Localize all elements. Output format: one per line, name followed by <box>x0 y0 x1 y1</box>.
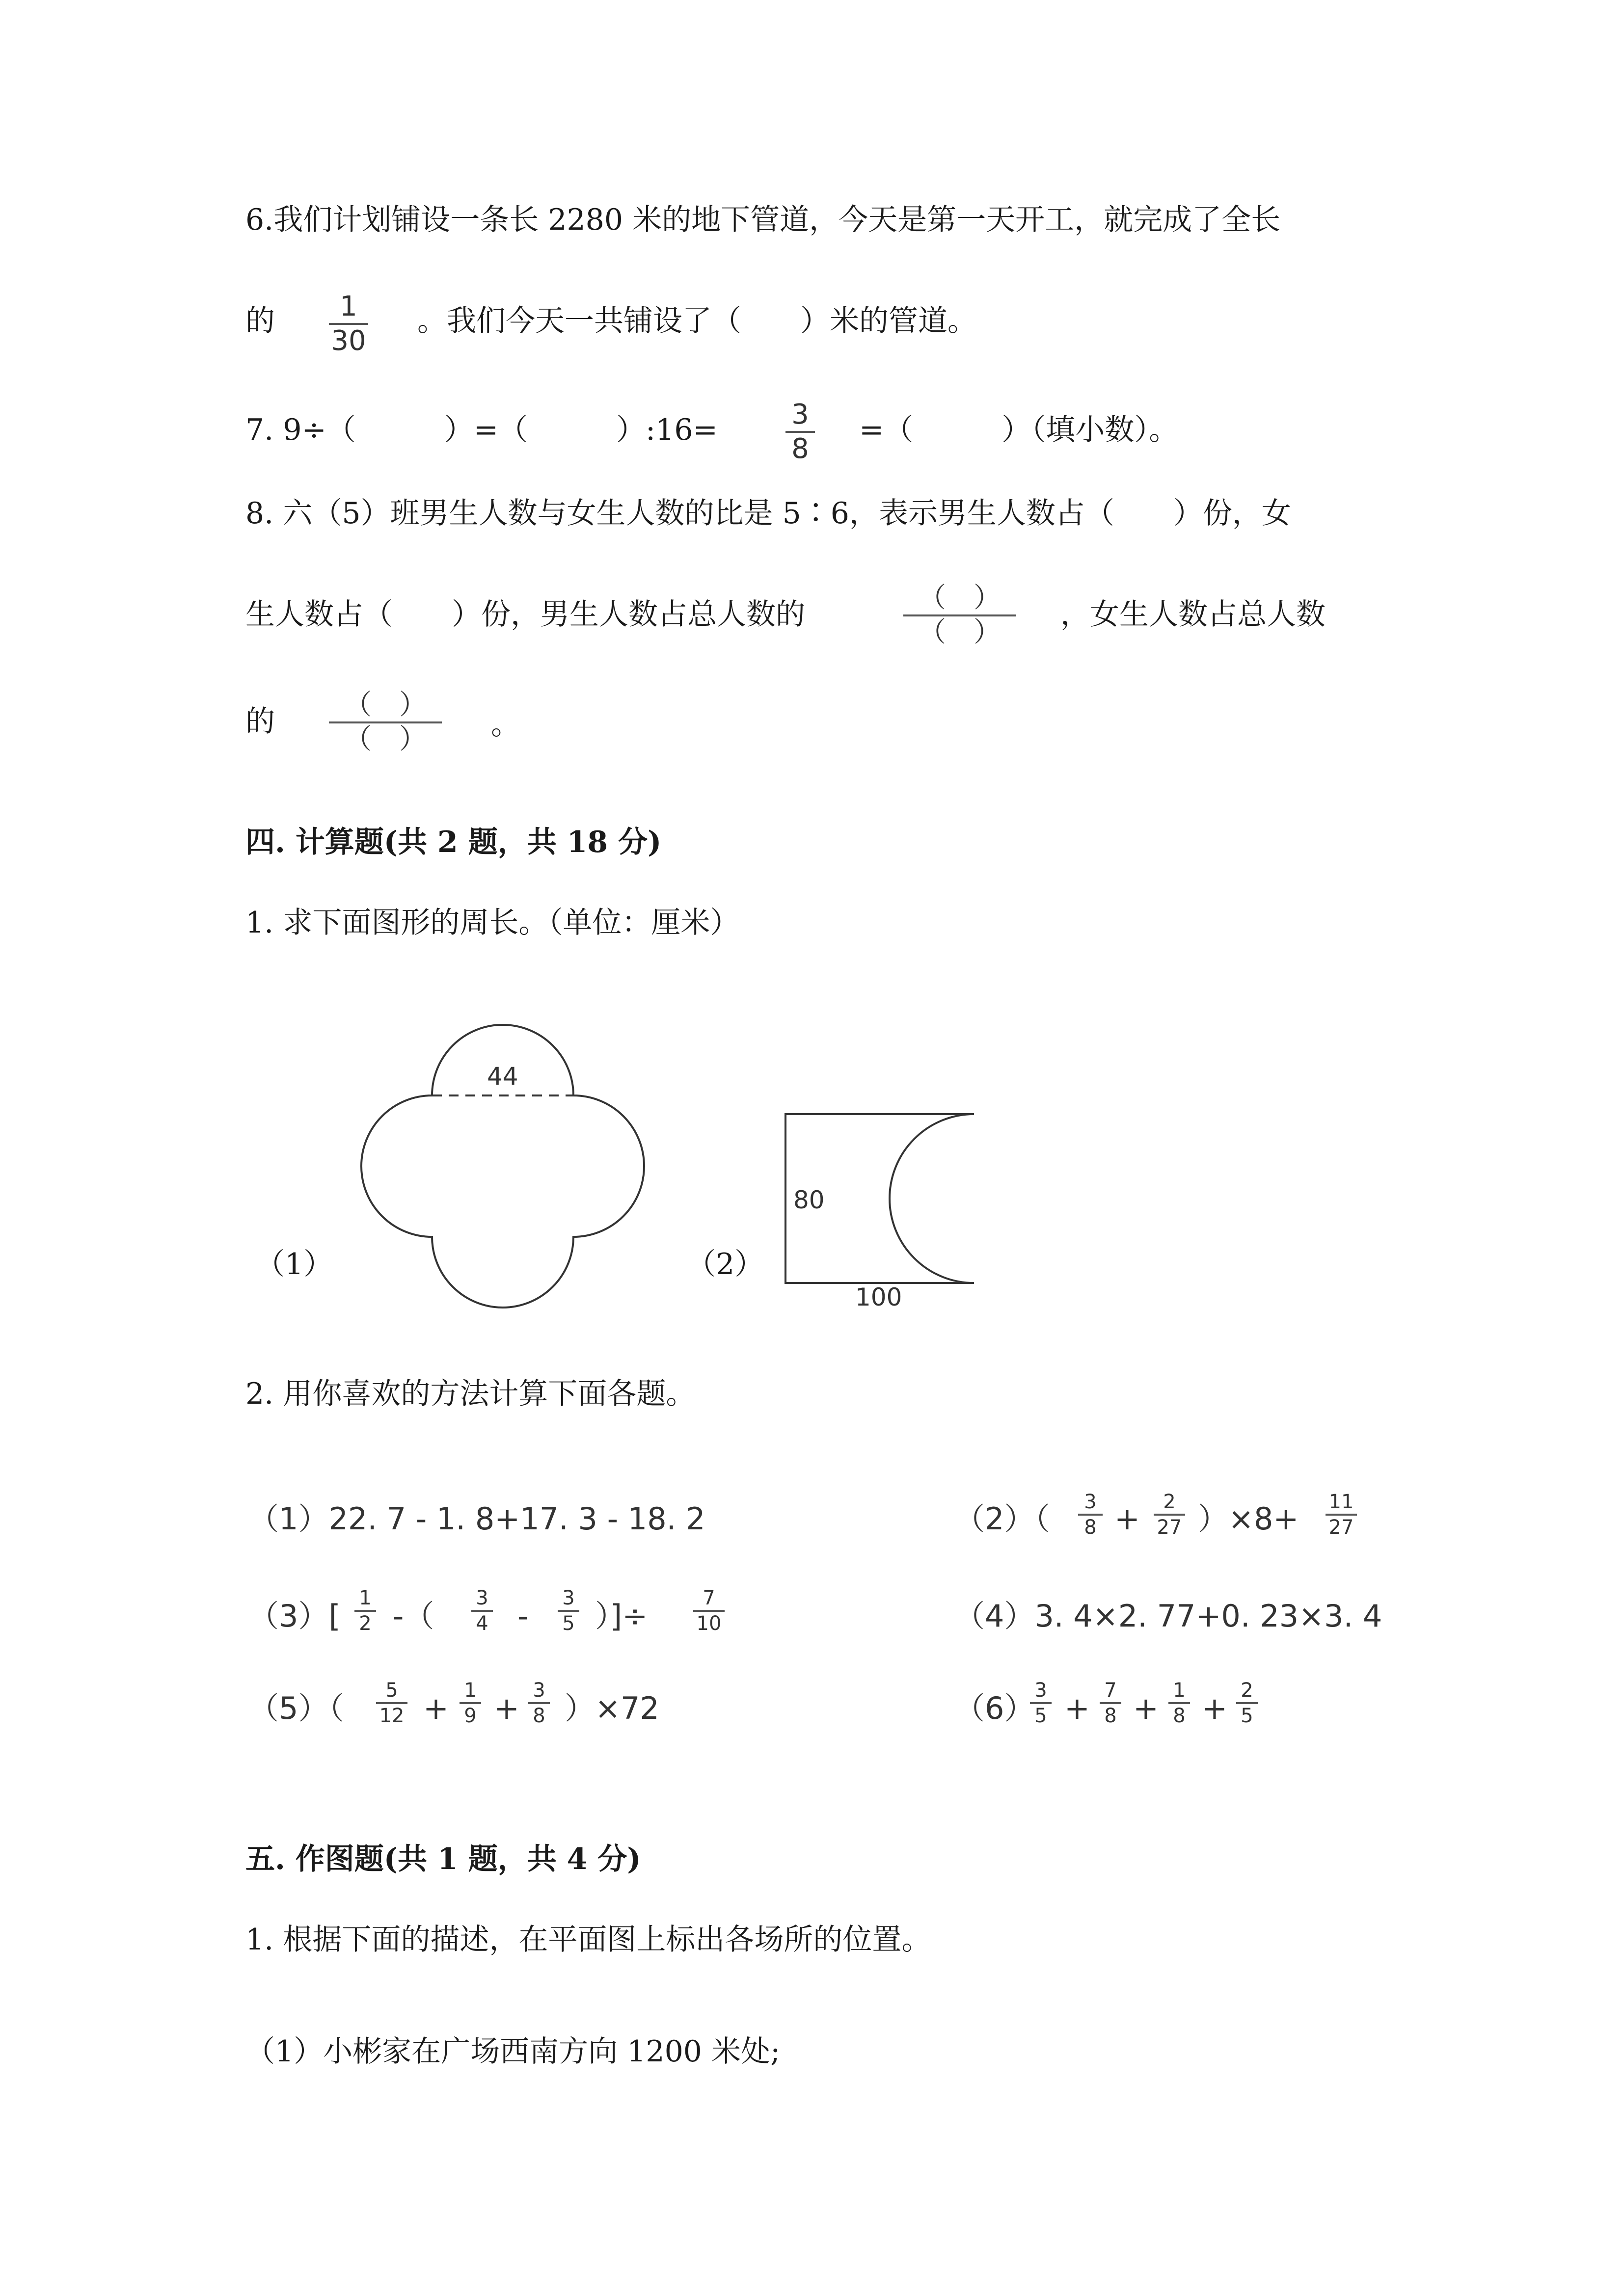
fraction-numerator: 2 <box>1241 1679 1253 1702</box>
calc-2-fraction-3 <box>1326 1490 1357 1539</box>
fraction-numerator: 5 <box>385 1679 398 1702</box>
fraction-numerator: 11 <box>1328 1491 1354 1513</box>
fraction-denominator: 30 <box>331 325 366 357</box>
calc-5-suffix: ）×72 <box>565 1690 659 1726</box>
q8-line2-pre: 生人数占（ ）份，男生人数占总人数的 <box>245 597 805 632</box>
calc-6-fraction-2 <box>1100 1679 1121 1728</box>
calc-6-plus-1: + <box>1064 1690 1090 1726</box>
q8-blank-fraction-male <box>903 582 1016 649</box>
calc-3-middle: ）]÷ <box>595 1598 648 1634</box>
fraction-denominator: 12 <box>379 1705 405 1727</box>
q6-line1: 6.我们计划铺设一条长 2280 米的地下管道，今天是第一天开工，就完成了全长 <box>245 203 1281 237</box>
calc-5-fraction-2 <box>460 1679 481 1728</box>
calc-2-fraction-1 <box>1078 1490 1103 1539</box>
q6-fraction <box>329 291 368 357</box>
q6-line2-post: 。我们今天一共铺设了（ ）米的管道。 <box>417 304 977 338</box>
section5-q1: 1. 根据下面的描述，在平面图上标出各场所的位置。 <box>245 1922 931 1957</box>
calc-6-plus-3: + <box>1202 1690 1227 1726</box>
figure2-height-label: 80 <box>793 1186 825 1214</box>
calc-6-plus-2: + <box>1133 1690 1159 1726</box>
fraction-numerator: 2 <box>1163 1491 1176 1513</box>
fraction-numerator: 7 <box>703 1587 715 1609</box>
calc-1: （1）22. 7 - 1. 8+17. 3 - 18. 2 <box>248 1501 705 1537</box>
calc-2-prefix: （2）（ <box>954 1501 1050 1537</box>
q8-blank-fraction-female <box>329 689 442 756</box>
fraction-numerator: 3 <box>562 1587 575 1609</box>
fraction-denominator: 5 <box>562 1612 575 1635</box>
section5-item1: （1）小彬家在广场西南方向 1200 米处; <box>245 2034 781 2069</box>
fraction-numerator: 3 <box>1034 1679 1047 1702</box>
q7-fraction <box>785 399 815 465</box>
calc-5-fraction-1 <box>376 1679 407 1728</box>
calc-2-fraction-2 <box>1154 1490 1185 1539</box>
fraction-denominator: 10 <box>696 1612 722 1635</box>
fraction-denominator: 2 <box>359 1612 372 1635</box>
fraction-denominator: 27 <box>1157 1516 1182 1539</box>
fraction-denominator: 8 <box>1084 1516 1097 1539</box>
fraction-denominator: 5 <box>1034 1705 1047 1727</box>
calc-3-minus-2: - <box>517 1598 529 1634</box>
calc-2-middle: ）×8+ <box>1198 1501 1299 1537</box>
fraction-numerator: （ ） <box>919 582 1001 614</box>
fraction-numerator: 3 <box>791 399 809 430</box>
calc-3-minus-1: -（ <box>393 1598 434 1634</box>
q8-line3-post: 。 <box>491 707 520 742</box>
q7-part2: =（ ）（填小数）。 <box>859 413 1179 447</box>
fraction-denominator: 8 <box>1173 1705 1186 1727</box>
calc-5-plus-2: + <box>494 1690 519 1726</box>
calc-6-fraction-1 <box>1030 1679 1052 1728</box>
fraction-denominator: 27 <box>1328 1516 1354 1539</box>
figure1-diameter-label: 44 <box>487 1062 518 1091</box>
fraction-numerator: 1 <box>359 1587 372 1609</box>
q8-line1: 8. 六（5）班男生人数与女生人数的比是 5∶6，表示男生人数占（ ）份，女 <box>245 496 1291 531</box>
q8-line2-post: ，女生人数占总人数 <box>1060 597 1326 632</box>
section4-q2: 2. 用你喜欢的方法计算下面各题。 <box>245 1377 696 1411</box>
calc-5-fraction-3 <box>528 1679 550 1728</box>
q6-line2-pre: 的 <box>245 304 275 338</box>
fraction-numerator: 3 <box>1084 1491 1097 1513</box>
figure1-label: （1） <box>255 1247 333 1281</box>
calc-3-fraction-3 <box>558 1586 579 1635</box>
calc-5-prefix: （5）（ <box>248 1690 344 1726</box>
fraction-denominator: 8 <box>791 433 809 465</box>
calc-3-fraction-1 <box>354 1586 376 1635</box>
fraction-numerator: 3 <box>476 1587 488 1609</box>
fraction-numerator: 1 <box>340 291 357 322</box>
calc-3-prefix: （3）[ <box>248 1598 341 1634</box>
q8-line3-pre: 的 <box>245 704 275 739</box>
fraction-denominator: 5 <box>1241 1705 1253 1727</box>
fraction-numerator: （ ） <box>344 689 427 721</box>
fraction-denominator: 8 <box>1104 1705 1117 1727</box>
section4-heading: 四. 计算题(共 2 题，共 18 分) <box>245 825 662 859</box>
fraction-numerator: 3 <box>533 1679 545 1702</box>
calc-6-prefix: （6） <box>954 1690 1035 1726</box>
figure2-width-label: 100 <box>855 1283 902 1311</box>
calc-4: （4）3. 4×2. 77+0. 23×3. 4 <box>954 1598 1382 1634</box>
calc-6-fraction-4 <box>1236 1679 1258 1728</box>
figure2-label: （2） <box>686 1247 764 1281</box>
calc-3-fraction-2 <box>471 1586 493 1635</box>
section5-heading: 五. 作图题(共 1 题，共 4 分) <box>245 1842 641 1876</box>
fraction-denominator: （ ） <box>344 723 427 755</box>
fraction-denominator: （ ） <box>919 616 1001 648</box>
calc-5-plus-1: + <box>423 1690 449 1726</box>
fraction-denominator: 9 <box>464 1705 477 1727</box>
calc-6-fraction-3 <box>1168 1679 1190 1728</box>
q7-part1: 7. 9÷（ ）=（ ）:16= <box>245 413 718 447</box>
calc-3-fraction-4 <box>693 1586 725 1635</box>
calc-2-plus: + <box>1114 1501 1140 1537</box>
fraction-denominator: 8 <box>533 1705 545 1727</box>
section4-q1: 1. 求下面图形的周长。（单位：厘米） <box>245 906 740 940</box>
fraction-numerator: 1 <box>464 1679 477 1702</box>
fraction-numerator: 1 <box>1173 1679 1186 1702</box>
fraction-denominator: 4 <box>476 1612 488 1635</box>
figure1-clover-shape <box>344 1016 658 1320</box>
fraction-numerator: 7 <box>1104 1679 1117 1702</box>
